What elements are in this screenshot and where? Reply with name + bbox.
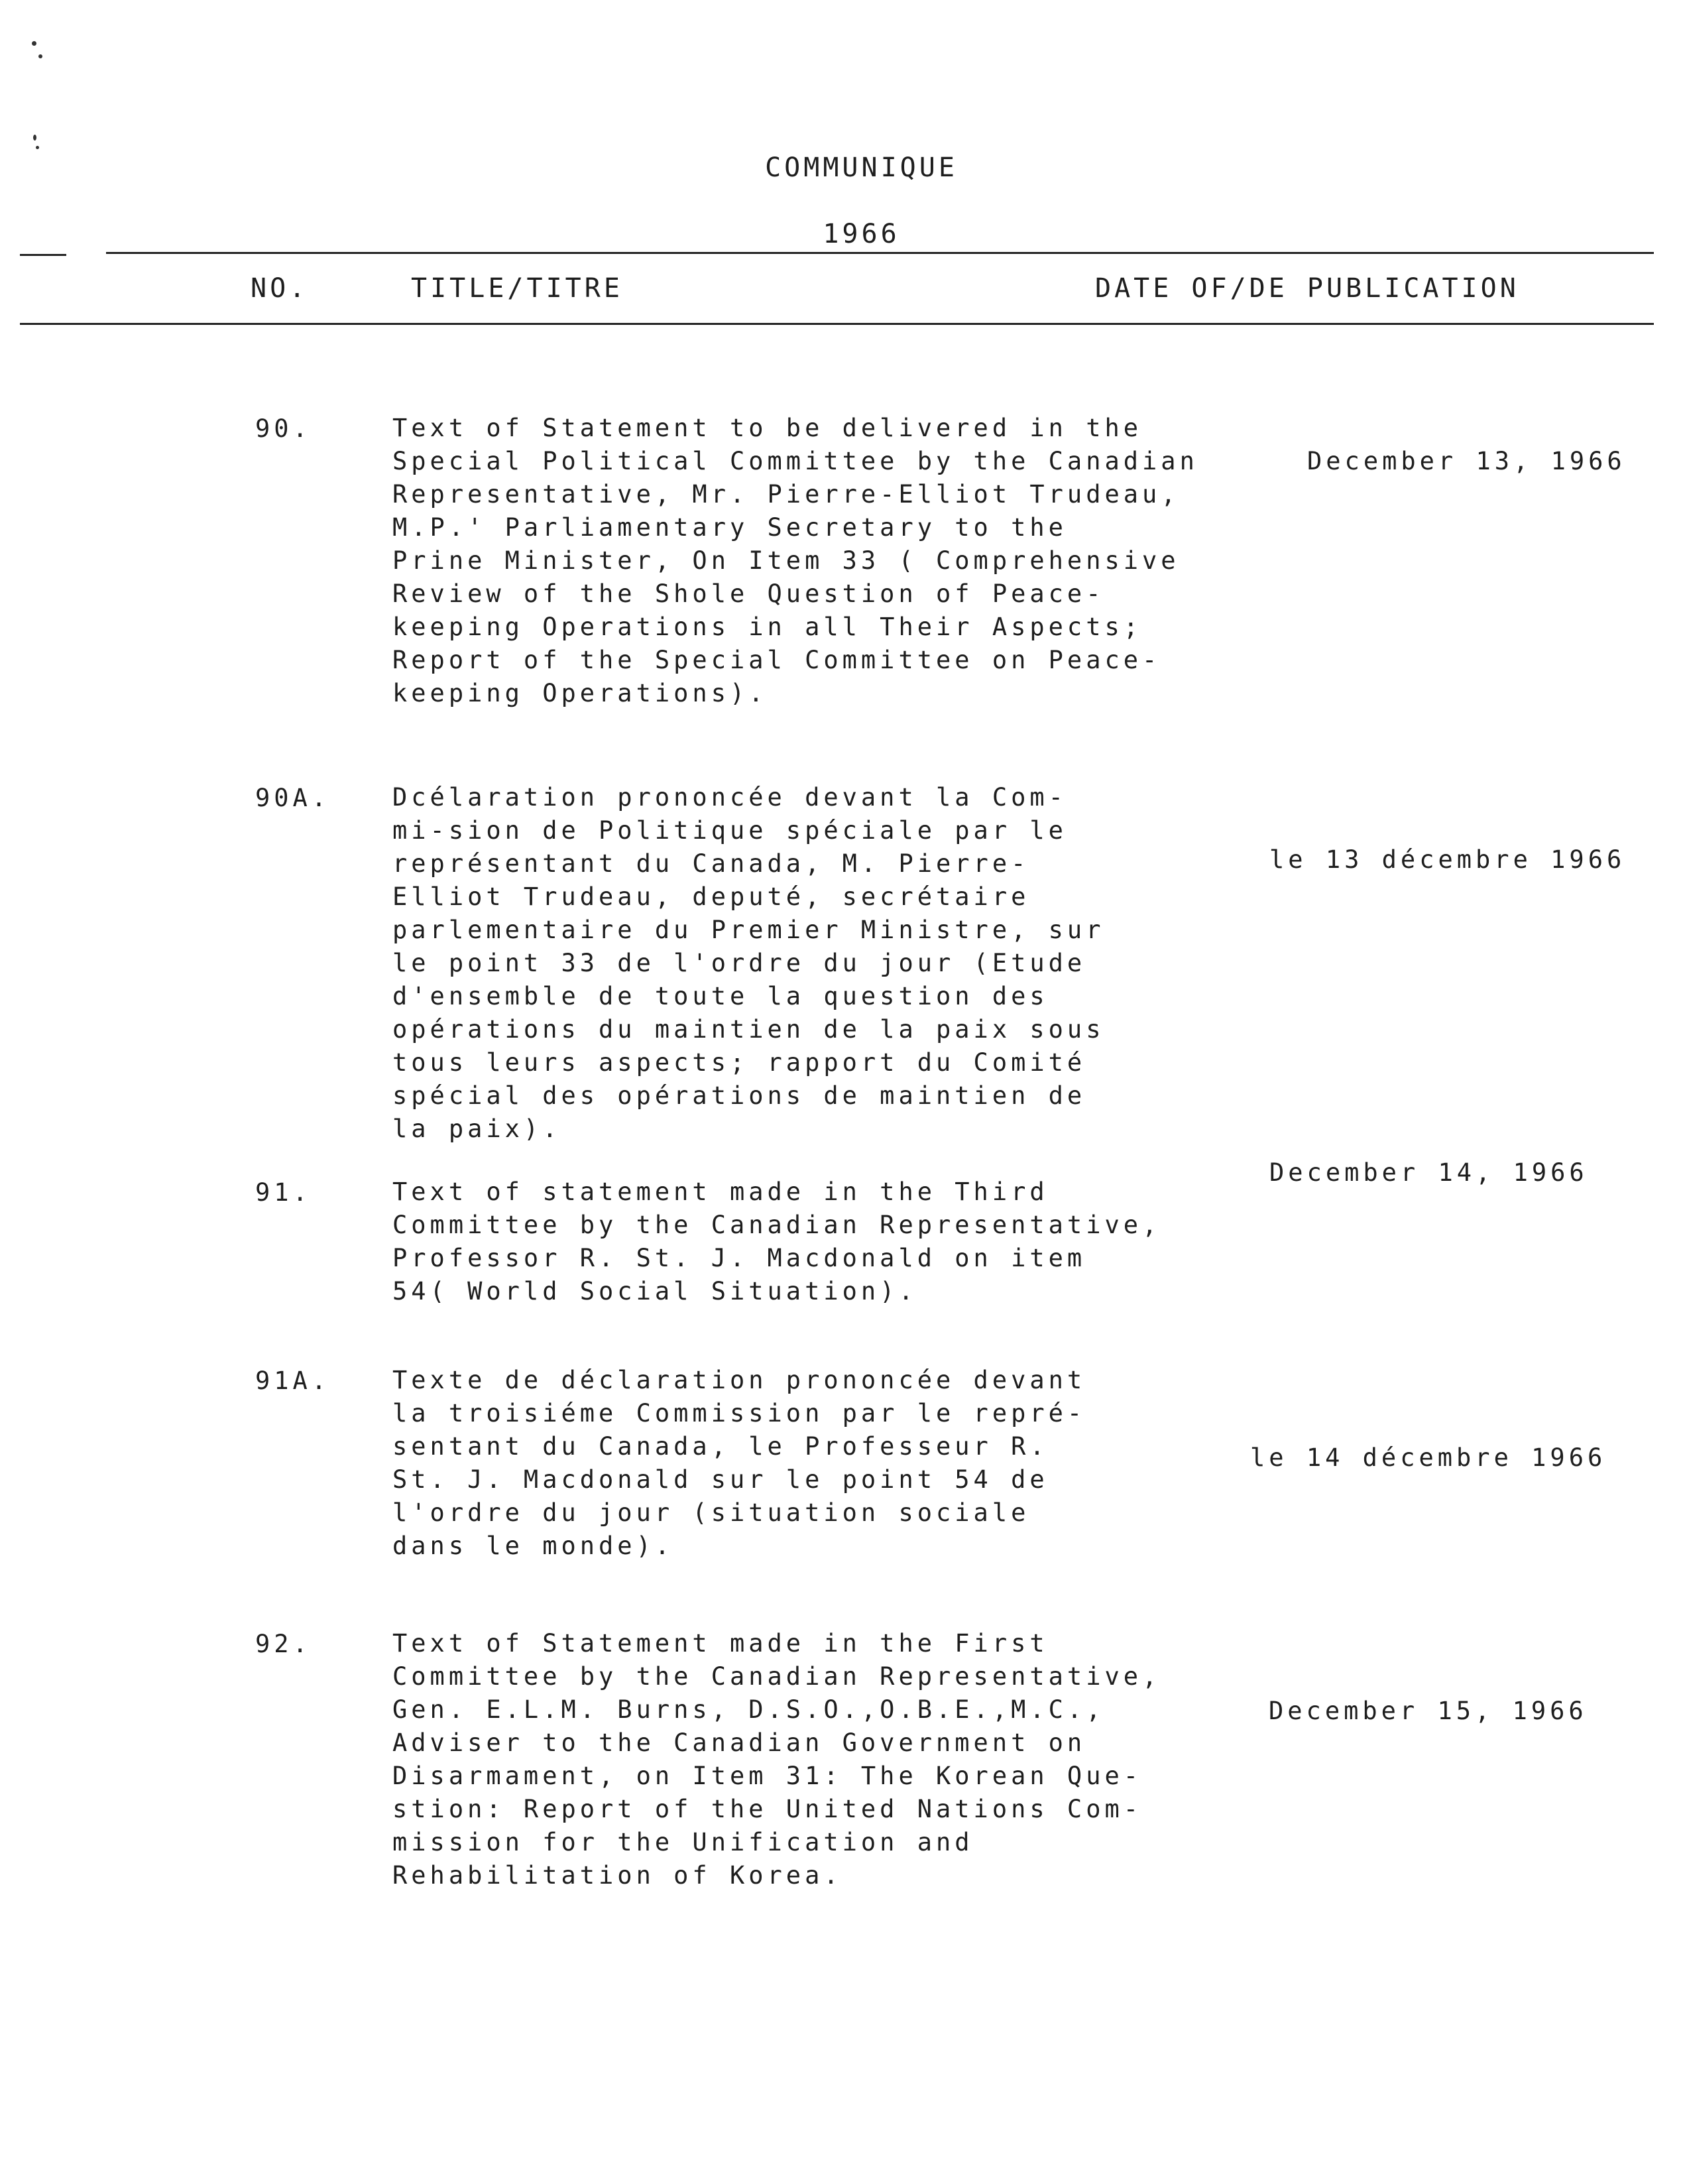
entry-date: le 13 décembre 1966 (1269, 845, 1626, 874)
entry-number: 91. (255, 1178, 312, 1207)
entry-number: 90A. (255, 784, 331, 812)
entry-title: Text of Statement to be delivered in the Special Political Committee by the Canadian Representative, Mr. Pierre-Elliot Trudeau, M.P.' Parliamentary Secretary to the Prine Minister, On Item 33 ( Comprehensive Review of the Shole Question of Peace- keeping Operations in all Their Aspects; Report of the Special Committee on Peace- keeping Operations). (392, 414, 1198, 707)
scan-speck (33, 135, 36, 141)
entry-date: December 13, 1966 (1307, 447, 1626, 475)
entry-date: December 14, 1966 (1269, 1158, 1588, 1187)
scan-speck (32, 41, 36, 46)
entry-date: December 15, 1966 (1269, 1697, 1588, 1725)
entry-title: Dcélaration prononcée devant la Com- mi-sion de Politique spéciale par le représentant du Canada, M. Pierre- Elliot Trudeau, deputé, secrétaire parlementaire du Premier Ministre, sur le point 33 de l'ordre du jour (Etude d'ensemble de toute la question des opérations du maintien de la paix sous tous leurs aspects; rapport du Comité spécial des opérations de maintien de la paix). (392, 783, 1105, 1143)
entry-title: Text of statement made in the Third Committee by the Canadian Representative, Professor R. St. J. Macdonald on item 54( World Social Situation). (392, 1178, 1161, 1305)
column-header-title: TITLE/TITRE (411, 273, 623, 304)
page-year: 1966 (823, 219, 900, 249)
header-bottom-rule (20, 323, 1654, 325)
scan-speck (38, 54, 42, 58)
entry-title: Text of Statement made in the First Committee by the Canadian Representative, Gen. E.L.M. Burns, D.S.O.,O.B.E.,M.C., Adviser to the Canadian Government on Disarmament, on Item 31: The Korean Que- stion: Report of the United Nations Com- mission for the Unification and Rehabilitation of Korea. (392, 1629, 1161, 1890)
column-header-no: NO. (251, 273, 309, 304)
entry-number: 90. (255, 414, 312, 443)
entry-date: le 14 décembre 1966 (1250, 1443, 1607, 1472)
column-header-date: DATE OF/DE PUBLICATION (1095, 273, 1519, 304)
header-rule-stub (20, 254, 66, 256)
entry-number: 91A. (255, 1366, 331, 1395)
scan-speck (36, 146, 39, 149)
header-top-rule (106, 252, 1654, 254)
entry-title: Texte de déclaration prononcée devant la troisiéme Commission par le repré- sentant du Canada, le Professeur R. St. J. Macdonald sur le point 54 de l'ordre du jour (situation sociale dans le monde). (392, 1366, 1086, 1560)
entry-number: 92. (255, 1630, 312, 1658)
page-title: COMMUNIQUE (765, 152, 958, 183)
